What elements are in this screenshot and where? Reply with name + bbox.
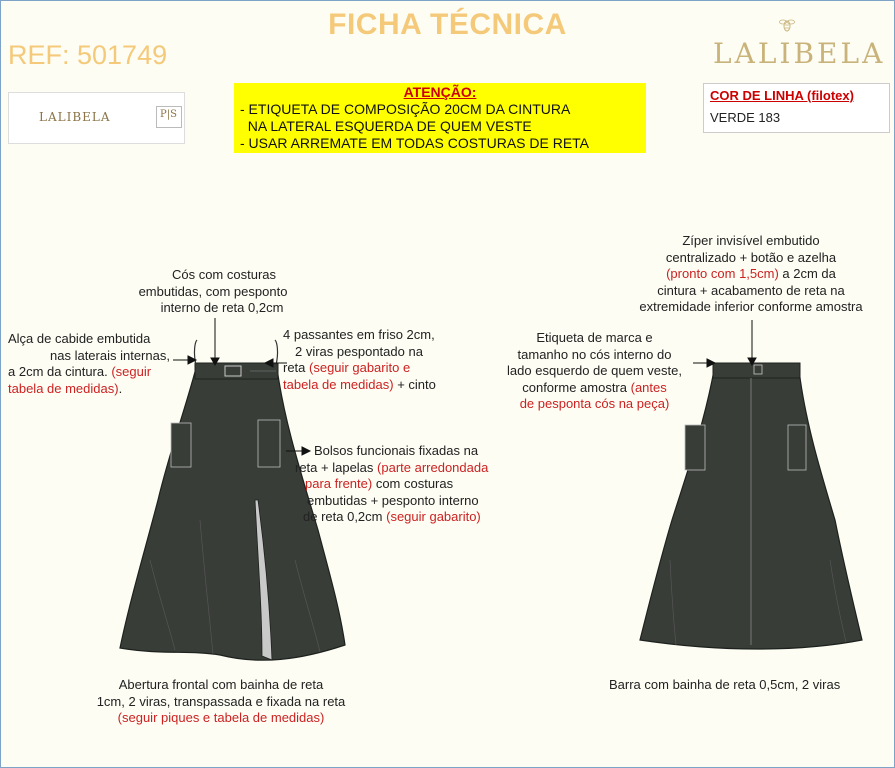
back-right-pocket — [788, 425, 806, 470]
front-left-pocket — [171, 423, 191, 467]
attention-line: - ETIQUETA DE COMPOSIÇÃO 20CM DA CINTURA — [240, 101, 571, 117]
front-hanger-loop-left — [194, 340, 197, 365]
attention-line: NA LATERAL ESQUERDA DE QUEM VESTE — [240, 118, 532, 134]
note-passantes: 4 passantes em friso 2cm, 2 viras pespontado na reta (seguir gabarito e tabela de medidas) + cinto — [283, 327, 436, 392]
note-abertura: Abertura frontal com bainha de reta 1cm, 2 viras, transpassada e fixada na reta (seguir piques e tabela de medidas) — [96, 677, 346, 725]
note-alca: Alça de cabide embutida nas laterais internas, a 2cm da cintura. (seguir tabela de medidas). — [8, 331, 170, 396]
brand-name: LALIBELA — [713, 37, 886, 70]
note-bolsos: Bolsos funcionais fixadas na reta + lapelas (parte arredondada para frente) com costuras embutidas + pesponto interno de reta 0,2cm (seguir gabarito) — [295, 443, 489, 524]
front-right-pocket — [258, 420, 280, 467]
note-barra: Barra com bainha de reta 0,5cm, 2 viras — [609, 677, 841, 692]
logo-text: LALIBELA — [39, 110, 111, 124]
front-hanger-loop-right — [275, 340, 278, 365]
thread-color-value: VERDE 183 — [710, 110, 781, 125]
thread-color-title: COR DE LINHA (filotex) — [710, 88, 854, 103]
logo-tag: P|S — [160, 109, 177, 120]
page-title: FICHA TÉCNICA — [328, 8, 567, 41]
back-left-pocket — [685, 425, 705, 470]
note-etiqueta: Etiqueta de marca e tamanho no cós interno do lado esquerdo de quem veste, conforme amostra (antes de pesponta cós na peça) — [507, 330, 682, 411]
attention-title: ATENÇÃO: — [403, 84, 477, 100]
reference-code: REF: 501749 — [8, 40, 168, 70]
note-cos: Cós com costuras embutidas, com pesponto interno de reta 0,2cm — [138, 267, 288, 315]
attention-line: - USAR ARREMATE EM TODAS COSTURAS DE RETA — [240, 135, 590, 151]
note-ziper: Zíper invisível embutido centralizado + botão e azelha (pronto com 1,5cm) a 2cm da cintura + acabamento de reta na extremidade inferior conforme amostra — [639, 233, 863, 314]
